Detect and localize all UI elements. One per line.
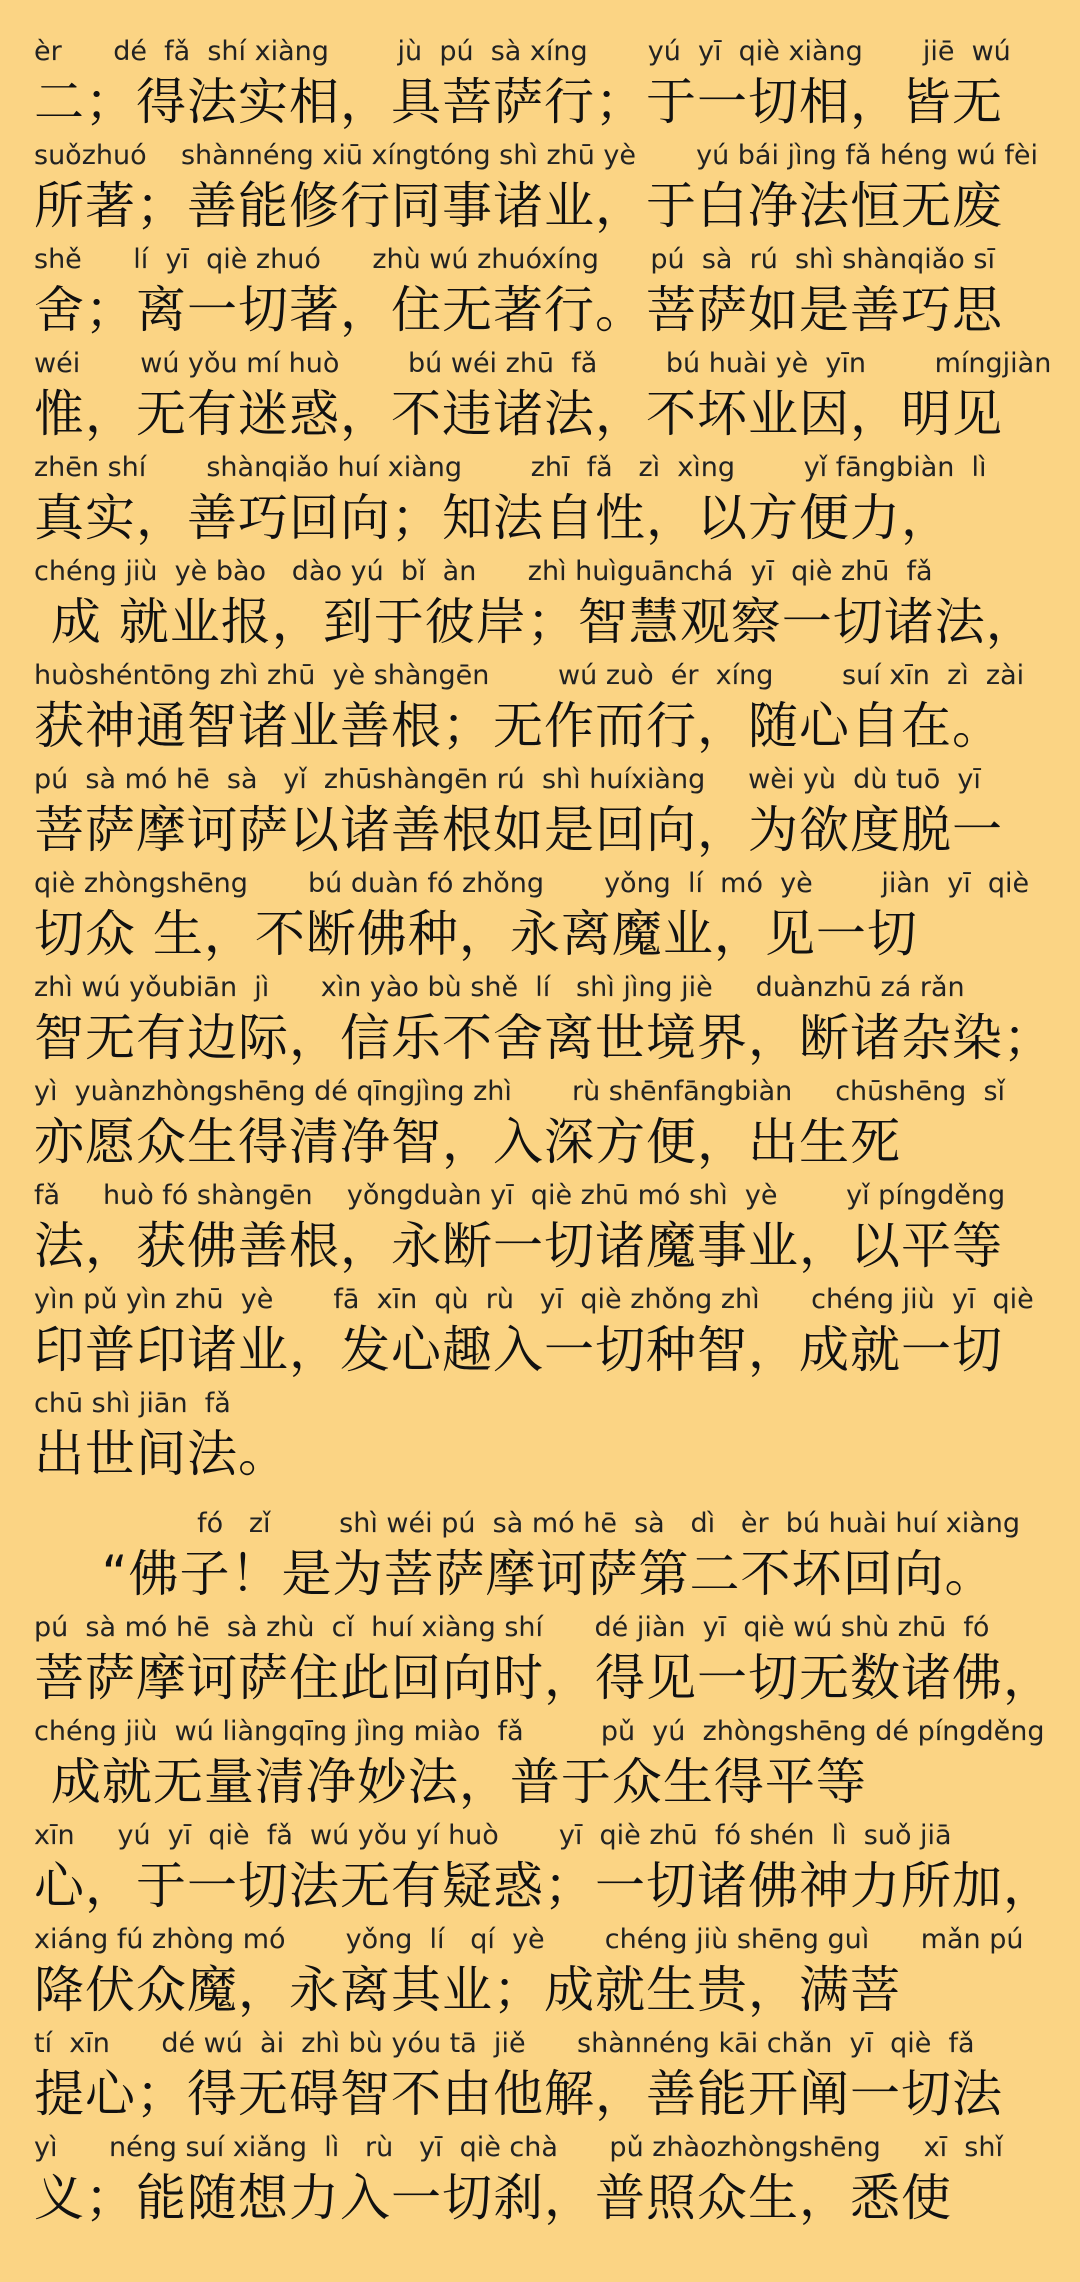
scripture-text: 智无有边际，信乐不舍离世境界，断诸杂染； [34,1009,1054,1067]
pinyin-annotation: tí xīn dé wú ài zhì bù yóu tā jiě shànnéng kāi chǎn yī qiè fǎ [34,2028,975,2059]
text-line [34,1608,1052,1708]
text-line [34,136,1052,236]
pinyin-annotation: xīn yú yī qiè fǎ wú yǒu yí huò yī qiè zhū fó shén lì suǒ jiā [34,1820,952,1851]
text-line [34,240,1052,340]
scripture-text: 惟，无有迷惑，不违诸法，不坏业因，明见 [34,385,1003,443]
pinyin-annotation: pú sà mó hē sà zhù cǐ huí xiàng shí dé jiàn yī qiè wú shù zhū fó [34,1612,990,1643]
pinyin-annotation: suǒzhuó shànnéng xiū xíngtóng shì zhū yè yú bái jìng fǎ héng wú fèi [34,140,1038,171]
pinyin-annotation: huòshéntōng zhì zhū yè shàngēn wú zuò ér xíng suí xīn zì zài [34,660,1025,691]
scripture-text: 二；得法实相，具菩萨行；于一切相，皆无 [34,73,1003,131]
pinyin-annotation: èr dé fǎ shí xiàng jù pú sà xíng yú yī qiè xiàng jiē wú [34,36,1011,67]
text-line [34,32,1052,132]
text-line [34,448,1052,548]
pinyin-annotation: chū shì jiān fǎ [34,1388,231,1419]
pinyin-annotation: chéng jiù wú liàngqīng jìng miào fǎ pǔ yú zhòngshēng dé píngděng [34,1716,1045,1747]
scripture-text: 获神通智诸业善根；无作而行，随心自在。 [34,697,1003,755]
text-line [34,656,1052,756]
text-line [34,1176,1052,1276]
text-line [34,1920,1052,2020]
text-line [34,1504,1052,1604]
text-line [34,1712,1052,1812]
text-line [34,344,1052,444]
scripture-text: “佛子！是为菩萨摩诃萨第二不坏回向。 [34,1545,996,1603]
pinyin-annotation: pú sà mó hē sà yǐ zhūshàngēn rú shì huíxiàng wèi yù dù tuō yī [34,764,981,795]
text-line [34,1280,1052,1380]
pinyin-annotation: fǎ huò fó shàngēn yǒngduàn yī qiè zhū mó shì yè yǐ píngděng [34,1180,1006,1211]
pinyin-annotation: qiè zhòngshēng bú duàn fó zhǒng yǒng lí mó yè jiàn yī qiè [34,868,1030,899]
pinyin-annotation: yì yuànzhòngshēng dé qīngjìng zhì rù shēnfāngbiàn chūshēng sǐ [34,1076,1006,1107]
scripture-text: 所著；善能修行同事诸业，于白净法恒无废 [34,177,1003,235]
scripture-text: 提心；得无碍智不由他解，善能开阐一切法 [34,2065,1003,2123]
pinyin-annotation: zhì wú yǒubiān jì xìn yào bù shě lí shì jìng jiè duànzhū zá rǎn [34,972,965,1003]
scripture-text: 法，获佛善根，永断一切诸魔事业，以平等 [34,1217,1003,1275]
pinyin-annotation: yìn pǔ yìn zhū yè fā xīn qù rù yī qiè zhǒng zhì chéng jiù yī qiè [34,1284,1034,1315]
text-line [34,1384,1052,1484]
text-line [34,760,1052,860]
pinyin-annotation: fó zǐ shì wéi pú sà mó hē sà dì èr bú huài huí xiàng [34,1508,1021,1539]
scripture-text: 舍；离一切著，住无著行。菩萨如是善巧思 [34,281,1003,339]
scripture-text: 印普印诸业，发心趣入一切种智，成就一切 [34,1321,1003,1379]
scripture-text: 降伏众魔，永离其业；成就生贵，满菩 [34,1961,901,2019]
text-line [34,1072,1052,1172]
scripture-text: 出世间法。 [34,1425,289,1483]
pinyin-annotation: chéng jiù yè bào dào yú bǐ àn zhì huìguānchá yī qiè zhū fǎ [34,556,933,587]
scripture-text: 亦愿众生得清净智，入深方便，出生死 [34,1113,901,1171]
pinyin-annotation: shě lí yī qiè zhuó zhù wú zhuóxíng pú sà rú shì shànqiǎo sī [34,244,995,275]
scripture-text: 心，于一切法无有疑惑；一切诸佛神力所加， [34,1857,1054,1915]
text-line [34,2024,1052,2124]
text-line [34,968,1052,1068]
scripture-text: 成 就业报，到于彼岸；智慧观察一切诸法， [34,593,1037,651]
pinyin-annotation: xiáng fú zhòng mó yǒng lí qí yè chéng jiù shēng guì mǎn pú [34,1924,1024,1955]
scripture-text: 成就无量清净妙法，普于众生得平等 [34,1753,867,1811]
scripture-text: 菩萨摩诃萨住此回向时，得见一切无数诸佛， [34,1649,1054,1707]
scripture-text: 真实，善巧回向；知法自性，以方便力， [34,489,952,547]
pinyin-annotation: wéi wú yǒu mí huò bú wéi zhū fǎ bú huài yè yīn míngjiàn [34,348,1052,379]
text-line [34,1816,1052,1916]
pinyin-annotation: zhēn shí shànqiǎo huí xiàng zhī fǎ zì xìng yǐ fāngbiàn lì [34,452,987,483]
text-line [34,2128,1052,2228]
scripture-text: 义；能随想力入一切刹，普照众生，悉使 [34,2169,952,2227]
text-line [34,864,1052,964]
text-line [34,552,1052,652]
scripture-text: 切众 生，不断佛种，永离魔业，见一切 [34,905,918,963]
pinyin-annotation: yì néng suí xiǎng lì rù yī qiè chà pǔ zhàozhòngshēng xī shǐ [34,2132,1003,2163]
scripture-text: 菩萨摩诃萨以诸善根如是回向，为欲度脱一 [34,801,1003,859]
